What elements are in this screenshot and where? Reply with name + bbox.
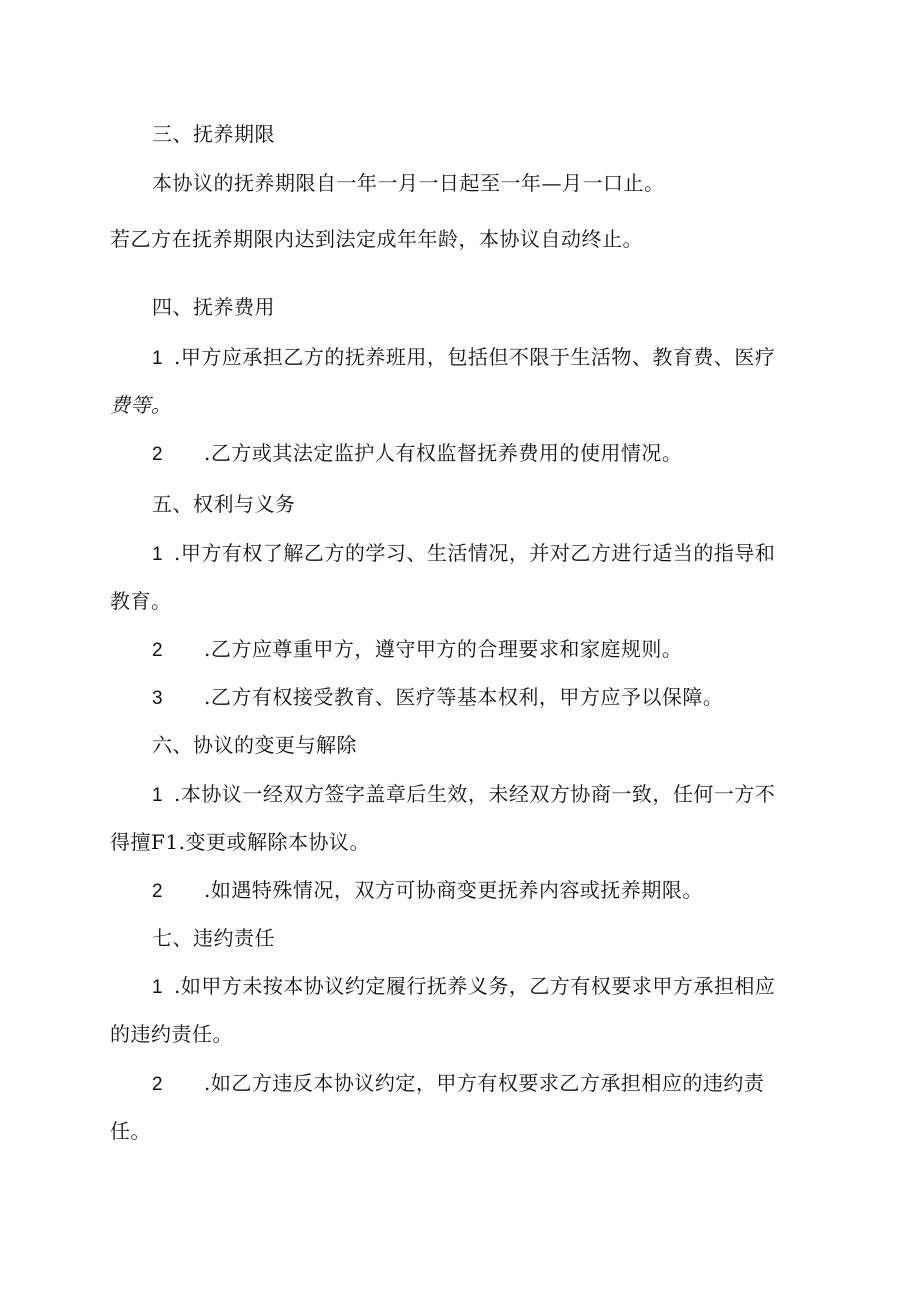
item-continuation: 得擅F1.变更或解除本协议。 bbox=[110, 830, 370, 854]
list-item bbox=[152, 682, 723, 714]
item-text: .如遇特殊情况，双方可协商变更抚养内容或抚养期限。 bbox=[204, 878, 703, 902]
item-number: 2 bbox=[152, 1074, 164, 1095]
item-continuation: 教育。 bbox=[110, 589, 172, 613]
item-number: 1 bbox=[152, 348, 164, 369]
section-heading-term: 三、抚养期限 bbox=[152, 122, 275, 146]
item-continuation: 任。 bbox=[110, 1119, 151, 1143]
section-heading-breach: 七、违约责任 bbox=[152, 926, 275, 950]
section-heading-changes: 六、协议的变更与解除 bbox=[152, 733, 357, 757]
item-text: .乙方应尊重甲方，遵守甲方的合理要求和家庭规则。 bbox=[204, 637, 683, 661]
item-text: .本协议一经双方签字盖章后生效，未经双方协商一致，任何一方不 bbox=[174, 782, 776, 806]
item-number: 1 bbox=[152, 785, 164, 806]
item-number: 2 bbox=[152, 640, 164, 661]
section-heading-rights: 五、权利与义务 bbox=[152, 492, 296, 516]
item-text: .乙方或其法定监护人有权监督抚养费用的使用情况。 bbox=[204, 441, 683, 465]
item-number: 2 bbox=[152, 444, 164, 465]
item-text: .如甲方未按本协议约定履行抚养义务，乙方有权要求甲方承担相应 bbox=[174, 974, 776, 998]
list-item bbox=[152, 971, 775, 1003]
paragraph-term-period: 本协议的抚养期限自一年一月一日起至一年—月一口止。 bbox=[152, 171, 665, 195]
item-text: .甲方有权了解乙方的学习、生活情况，并对乙方进行适当的指导和 bbox=[174, 541, 776, 565]
list-item bbox=[152, 1068, 764, 1100]
item-continuation: 费等。 bbox=[110, 393, 172, 417]
list-item bbox=[152, 342, 775, 374]
list-item bbox=[152, 538, 775, 570]
item-text: .甲方应承担乙方的抚养班用，包括但不限于生活物、教育费、医疗 bbox=[174, 345, 776, 369]
list-item bbox=[152, 438, 682, 470]
list-item bbox=[152, 779, 775, 811]
section-heading-costs: 四、抚养费用 bbox=[152, 295, 275, 319]
paragraph-term-termination: 若乙方在抚养期限内达到法定成年年龄，本协议自动终止。 bbox=[110, 227, 643, 251]
list-item bbox=[152, 634, 682, 666]
item-continuation: 的违约责任。 bbox=[110, 1022, 233, 1046]
item-number: 2 bbox=[152, 881, 164, 902]
item-number: 3 bbox=[152, 688, 164, 709]
item-text: .如乙方违反本协议约定，甲方有权要求乙方承担相应的违约责 bbox=[204, 1071, 765, 1095]
item-number: 1 bbox=[152, 544, 164, 565]
item-text: .乙方有权接受教育、医疗等基本权利，甲方应予以保障。 bbox=[204, 685, 724, 709]
list-item bbox=[152, 875, 703, 907]
item-number: 1 bbox=[152, 977, 164, 998]
